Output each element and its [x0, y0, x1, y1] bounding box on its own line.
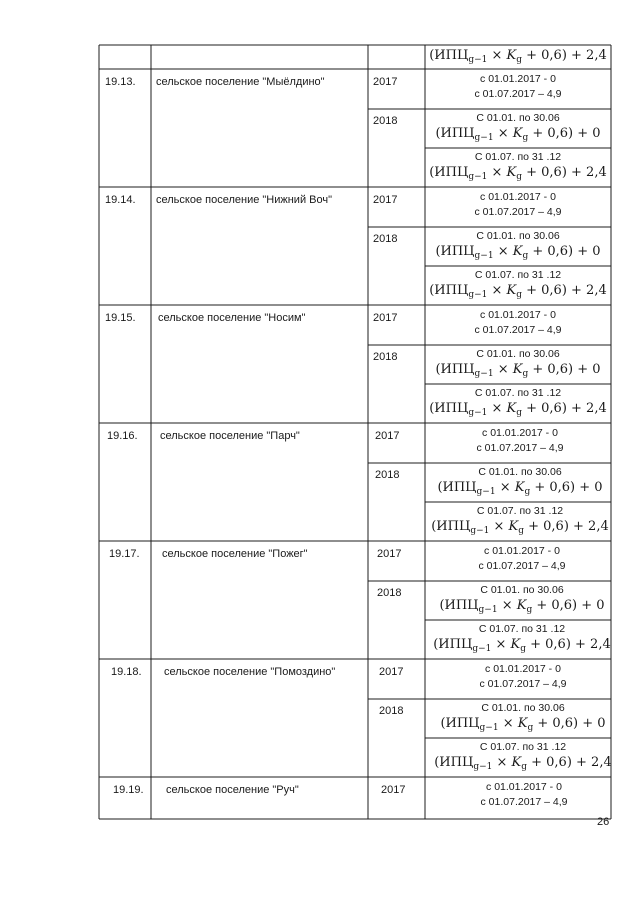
formula-middle: × K	[495, 480, 525, 495]
row-number: 19.18.	[111, 666, 142, 678]
formula-suffix: + 0,6) + 2,4	[522, 165, 607, 180]
year-2018: 2018	[373, 351, 398, 363]
year-2017: 2017	[373, 312, 398, 324]
period-1: С 01.01. по 30.06	[476, 230, 560, 242]
formula-prefix: (ИПЦ	[434, 755, 474, 770]
page-number: 26	[597, 816, 610, 828]
formula-prefix: (ИПЦ	[429, 165, 469, 180]
formula-sub2: g	[516, 290, 522, 300]
year-2018: 2018	[377, 587, 402, 599]
year-2017: 2017	[377, 548, 402, 560]
period-1: С 01.01. по 30.06	[476, 112, 560, 124]
formula-suffix: + 0,6) + 0	[530, 480, 603, 495]
formula-middle: × K	[493, 126, 523, 141]
formula-prefix: (ИПЦ	[429, 401, 469, 416]
rate-2017-line-1: с 01.01.2017 - 0	[482, 427, 558, 439]
formula-sub2: g	[522, 251, 529, 261]
formula-sub2: g	[527, 723, 534, 733]
row-number: 19.14.	[105, 194, 136, 206]
year-2017: 2017	[373, 76, 398, 88]
settlement-name: сельское поселение "Носим"	[158, 312, 306, 324]
year-2017: 2017	[375, 430, 400, 442]
year-2018: 2018	[375, 469, 400, 481]
period-1-formula	[422, 599, 622, 615]
period-2-formula	[418, 402, 618, 418]
rate-2017-line-1: с 01.01.2017 - 0	[480, 309, 556, 321]
formula-suffix: + 0,6) + 0	[533, 716, 606, 731]
rate-2017-line-2: с 01.07.2017 – 4,9	[476, 442, 564, 454]
formula-middle: × K	[491, 637, 521, 652]
formula-suffix: + 0,6) + 2,4	[522, 48, 607, 63]
period-1: С 01.01. по 30.06	[478, 466, 562, 478]
formula-middle: × K	[489, 519, 519, 534]
rate-2017-line-1: с 01.01.2017 - 0	[485, 663, 561, 675]
rate-2017-line-2: с 01.07.2017 – 4,9	[474, 324, 562, 336]
period-2: С 01.07. по 31 .12	[478, 623, 566, 635]
formula-suffix: + 0,6) + 2,4	[526, 637, 611, 652]
formula-middle: × K	[497, 598, 527, 613]
rate-2017-line-1: с 01.01.2017 - 0	[480, 191, 556, 203]
rate-2017-line-1: с 01.01.2017 - 0	[486, 781, 562, 793]
formula-sub: g−1	[479, 723, 499, 733]
formula-middle: × K	[498, 716, 528, 731]
formula-middle: × K	[492, 755, 522, 770]
period-2: С 01.07. по 31 .12	[479, 741, 567, 753]
top-row-formula	[418, 49, 618, 65]
formula-suffix: + 0,6) + 0	[528, 244, 601, 259]
formula-sub: g−1	[468, 55, 488, 65]
formula-sub: g−1	[468, 172, 488, 182]
formula-sub: g−1	[470, 526, 490, 536]
formula-sub2: g	[521, 762, 527, 772]
period-2: С 01.07. по 31 .12	[474, 387, 562, 399]
formula-prefix: (ИПЦ	[435, 362, 475, 377]
formula-suffix: + 0,6) + 2,4	[522, 401, 607, 416]
formula-sub2: g	[516, 55, 522, 65]
period-1-formula	[423, 717, 623, 733]
formula-suffix: + 0,6) + 0	[532, 598, 605, 613]
formula-sub: g−1	[476, 487, 496, 497]
period-1: С 01.01. по 30.06	[480, 584, 564, 596]
settlement-name: сельское поселение "Помоздино"	[164, 666, 336, 678]
settlement-name: сельское поселение "Нижний Воч"	[156, 194, 333, 206]
period-2: С 01.07. по 31 .12	[474, 269, 562, 281]
formula-middle: × K	[493, 244, 523, 259]
formula-sub2: g	[516, 172, 522, 182]
settlement-name: сельское поселение "Руч"	[166, 784, 299, 796]
formula-sub2: g	[520, 644, 526, 654]
row-number: 19.15.	[105, 312, 136, 324]
formula-sub2: g	[524, 487, 531, 497]
formula-sub: g−1	[478, 605, 498, 615]
period-1-formula	[418, 245, 618, 261]
formula-prefix: (ИПЦ	[437, 480, 477, 495]
rate-2017-line-2: с 01.07.2017 – 4,9	[479, 678, 567, 690]
rate-2017-line-1: с 01.01.2017 - 0	[484, 545, 560, 557]
rate-2017-line-2: с 01.07.2017 – 4,9	[474, 88, 562, 100]
formula-prefix: (ИПЦ	[429, 48, 469, 63]
formula-sub2: g	[522, 369, 529, 379]
year-2018: 2018	[379, 705, 404, 717]
settlement-name: сельское поселение "Мыёлдино"	[156, 76, 325, 88]
formula-suffix: + 0,6) + 2,4	[527, 755, 612, 770]
formula-prefix: (ИПЦ	[431, 519, 471, 534]
formula-sub: g−1	[474, 133, 494, 143]
year-2018: 2018	[373, 115, 398, 127]
row-number: 19.19.	[113, 784, 144, 796]
period-1-formula	[418, 363, 618, 379]
row-number: 19.16.	[107, 430, 138, 442]
period-1-formula	[420, 481, 620, 497]
rate-2017-line-2: с 01.07.2017 – 4,9	[474, 206, 562, 218]
period-2-formula	[420, 520, 620, 536]
period-1: С 01.01. по 30.06	[481, 702, 565, 714]
formula-suffix: + 0,6) + 0	[528, 126, 601, 141]
period-2-formula	[418, 284, 618, 300]
formula-sub: g−1	[472, 644, 492, 654]
formula-middle: × K	[487, 165, 517, 180]
formula-suffix: + 0,6) + 0	[528, 362, 601, 377]
period-2-formula	[422, 638, 622, 654]
formula-sub: g−1	[468, 290, 488, 300]
formula-prefix: (ИПЦ	[440, 716, 480, 731]
formula-sub: g−1	[474, 369, 494, 379]
formula-middle: × K	[487, 401, 517, 416]
rate-2017-line-1: с 01.01.2017 - 0	[480, 73, 556, 85]
formula-suffix: + 0,6) + 2,4	[524, 519, 609, 534]
formula-middle: × K	[487, 48, 517, 63]
row-number: 19.17.	[109, 548, 140, 560]
formula-prefix: (ИПЦ	[435, 126, 475, 141]
period-2-formula	[418, 166, 618, 182]
settlement-name: сельское поселение "Парч"	[160, 430, 300, 442]
formula-sub: g−1	[473, 762, 493, 772]
formula-prefix: (ИПЦ	[435, 244, 475, 259]
formula-sub: g−1	[468, 408, 488, 418]
formula-prefix: (ИПЦ	[429, 283, 469, 298]
formula-prefix: (ИПЦ	[433, 637, 473, 652]
year-2018: 2018	[373, 233, 398, 245]
year-2017: 2017	[381, 784, 406, 796]
formula-middle: × K	[487, 283, 517, 298]
period-1: С 01.01. по 30.06	[476, 348, 560, 360]
settlement-name: сельское поселение "Пожег"	[162, 548, 308, 560]
formula-sub2: g	[522, 133, 529, 143]
rate-2017-line-2: с 01.07.2017 – 4,9	[480, 796, 568, 808]
formula-sub: g−1	[474, 251, 494, 261]
formula-suffix: + 0,6) + 2,4	[522, 283, 607, 298]
formula-prefix: (ИПЦ	[439, 598, 479, 613]
formula-sub2: g	[516, 408, 522, 418]
period-2: С 01.07. по 31 .12	[474, 151, 562, 163]
period-2-formula	[423, 756, 623, 772]
row-number: 19.13.	[105, 76, 136, 88]
period-2: С 01.07. по 31 .12	[476, 505, 564, 517]
formula-middle: × K	[493, 362, 523, 377]
formula-sub2: g	[526, 605, 533, 615]
formula-sub2: g	[518, 526, 524, 536]
rate-2017-line-2: с 01.07.2017 – 4,9	[478, 560, 566, 572]
period-1-formula	[418, 127, 618, 143]
year-2017: 2017	[379, 666, 404, 678]
year-2017: 2017	[373, 194, 398, 206]
